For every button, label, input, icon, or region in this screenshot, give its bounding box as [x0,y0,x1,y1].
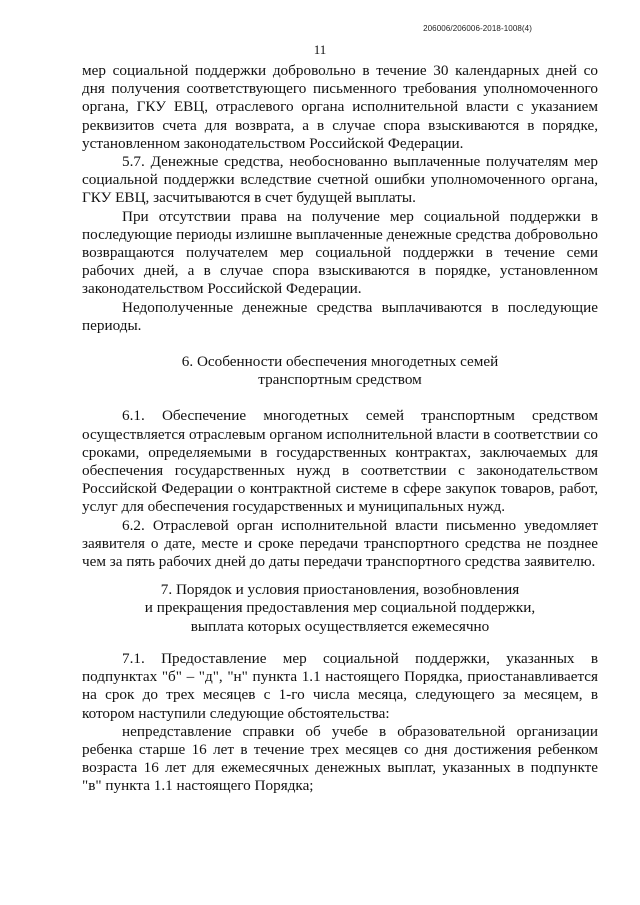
section-7-heading-line-3: выплата которых осуществляется ежемесячно [190,617,490,635]
section-7-heading-line-1: 7. Порядок и условия приостановления, возобновления [160,581,520,599]
paragraph-6-1: 6.1. Обеспечение многодетных семей транспортным средством осуществляется отраслевым органом исполнительной власти в соответствии со сроками, определяемыми в государственных контрактах, заключаемых для обеспечения государственных нужд в соответствии с законодательством Российской Федерации о контрактной системе в сфере закупок товаров, работ, услуг для обеспечения государственных и муниципальных нужд. [82,407,598,516]
paragraph-5-7: 5.7. Денежные средства, необоснованно выплаченные получателям мер социальной поддержки вследствие счетной ошибки уполномоченного органа, ГКУ ЕВЦ, засчитываются в счет будущей выплаты. [82,153,598,207]
document-id: 206006/206006-2018-1008(4) [423,24,532,33]
paragraph-underpayment: Недополученные денежные средства выплачиваются в последующие периоды. [82,298,598,334]
section-6-heading-line-1: 6. Особенности обеспечения многодетных семей [181,353,499,371]
paragraph-6-2: 6.2. Отраслевой орган исполнительной власти письменно уведомляет заявителя о дате, месте и сроке передачи транспортного средства не позднее чем за пять рабочих дней до даты передачи транспортного средства заявителю. [82,516,598,571]
paragraph-continuation: мер социальной поддержки добровольно в течение 30 календарных дней со дня получения соответствующего письменного требования уполномоченного органа, ГКУ ЕВЦ, отраслевого органа исполнительной власти с указанием реквизитов счета для возврата, а в случае спора взыскиваются в порядке, установленном законодательством Российской Федерации. [82,62,598,152]
page-number: 11 [313,42,327,57]
section-6-heading-line-2: транспортным средством [258,371,422,389]
document-body [82,62,598,796]
paragraph-7-1: 7.1. Предоставление мер социальной поддержки, указанных в подпунктах "б" – "д", "н" пункта 1.1 настоящего Порядка, приостанавливается на срок до трех месяцев с 1-го числа месяца, следующего за месяцем, в котором наступили следующие обстоятельства: [82,649,598,722]
section-7-heading-line-2: и прекращения предоставления мер социальной поддержки, [144,599,536,617]
paragraph-overpayment: При отсутствии права на получение мер социальной поддержки в последующие периоды излишне выплаченные денежные средства добровольно возвращаются получателем мер социальной поддержки в течение семи рабочих дней, а в случае спора взыскиваются в порядке, установленном законодательством Российской Федерации. [82,207,598,298]
paragraph-certificate: непредставление справки об учебе в образовательной организации ребенка старше 16 лет в течение трех месяцев со дня достижения ребенком возраста 16 лет для ежемесячных денежных выплат, указанных в подпункте "в" пункта 1.1 настоящего Порядка; [82,722,598,795]
